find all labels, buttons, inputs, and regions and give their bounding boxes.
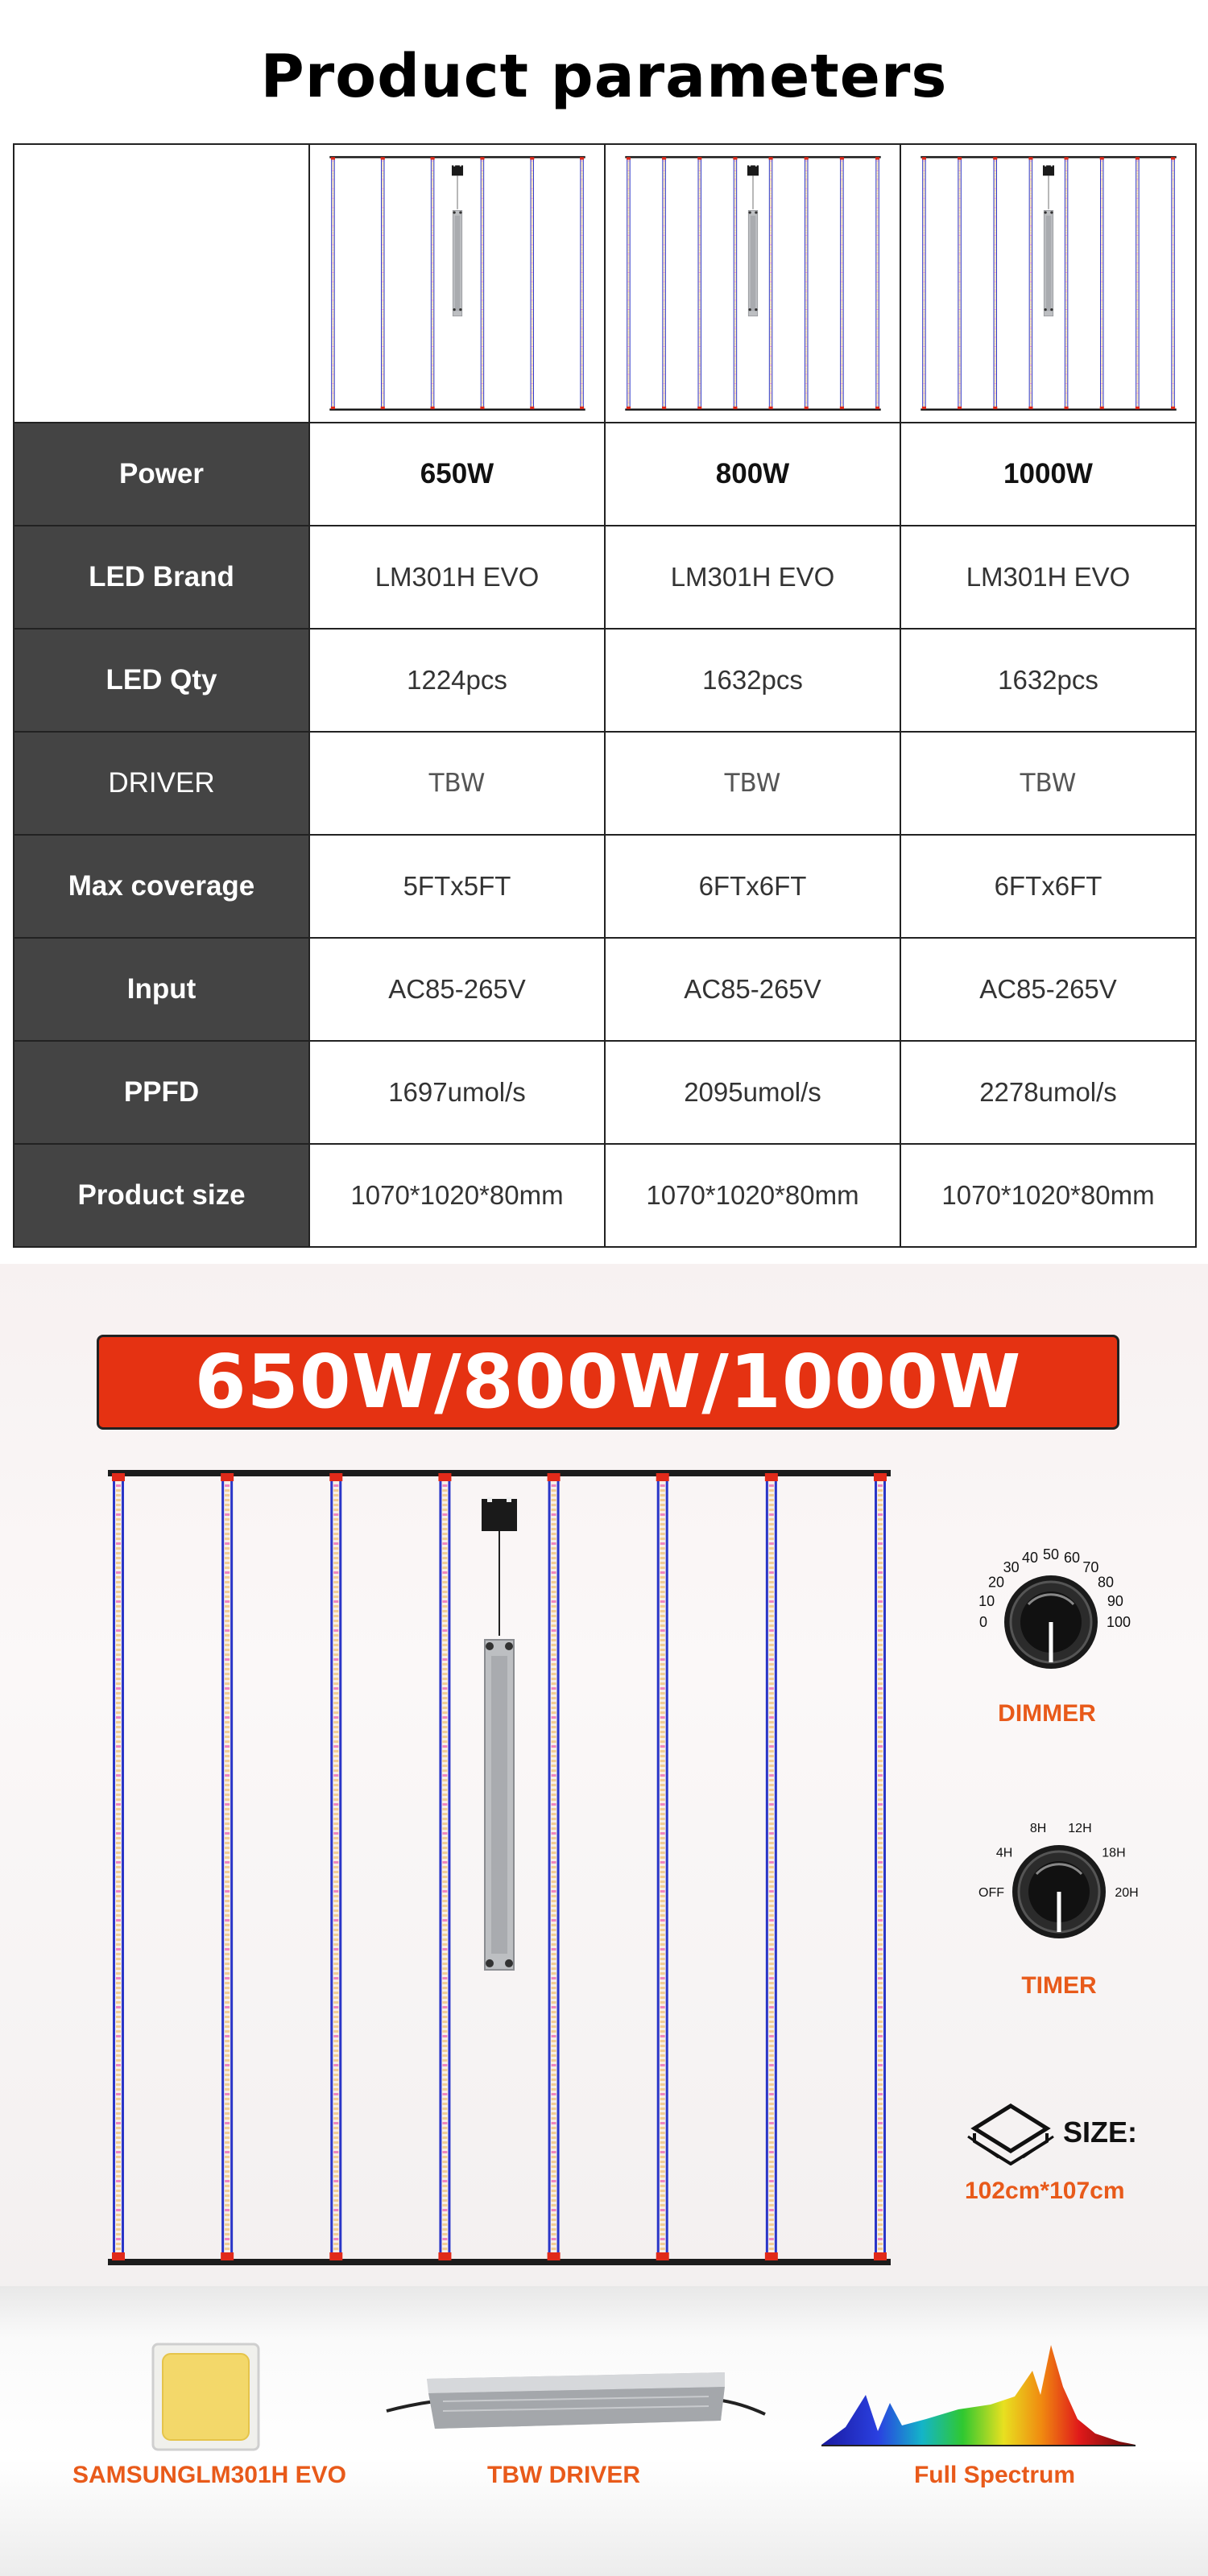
grow-light-image [105,1465,894,2270]
cell-value: 1070*1020*80mm [605,1144,900,1247]
parameters-table [13,143,1197,1248]
table-row [14,526,1196,629]
row-label: Power [14,423,309,526]
cell-value: 6FTx6FT [900,835,1196,938]
lamp-1000w-image [920,155,1177,412]
cell-value: 1070*1020*80mm [309,1144,605,1247]
row-label: Input [14,938,309,1041]
cell-value: 1632pcs [605,629,900,732]
spectrum-chart-icon [821,2339,1136,2451]
timer-label: TIMER [1021,1972,1097,1999]
wattage-banner: 650W/800W/1000W [97,1335,1119,1430]
cell-value: TBW [900,732,1196,835]
size-dimension-icon [966,2101,1055,2165]
cell-value: TBW [309,732,605,835]
timer-knob-icon [962,1803,1156,1964]
row-label: PPFD [14,1041,309,1144]
size-value: 102cm*107cm [965,2178,1125,2204]
thumb-800w-cell [605,144,900,423]
cell-value: 6FTx6FT [605,835,900,938]
driver-icon [379,2355,773,2443]
cell-value: LM301H EVO [309,526,605,629]
cell-value: LM301H EVO [605,526,900,629]
spectrum-feature-label: Full Spectrum [913,2462,1076,2488]
cell-value: 2278umol/s [900,1041,1196,1144]
cell-value: 1224pcs [309,629,605,732]
table-row [14,1041,1196,1144]
cell-value: AC85-265V [900,938,1196,1041]
cell-value: 5FTx5FT [309,835,605,938]
cell-value: 1000W [900,423,1196,526]
row-label: LED Qty [14,629,309,732]
dimmer-label: DIMMER [998,1700,1096,1727]
table-row [14,629,1196,732]
led-chip-icon [151,2343,260,2451]
empty-corner-cell [14,144,309,423]
row-label: LED Brand [14,526,309,629]
cell-value: 2095umol/s [605,1041,900,1144]
size-label: SIZE: [1063,2116,1138,2149]
image-row [14,144,1196,423]
table-row [14,835,1196,938]
cell-value: 1070*1020*80mm [900,1144,1196,1247]
lamp-650w-image [329,155,586,412]
page-title: Product parameters [260,42,948,111]
table-row [14,938,1196,1041]
table-row [14,423,1196,526]
table-row [14,1144,1196,1247]
cell-value: LM301H EVO [900,526,1196,629]
dimmer-knob-icon [954,1534,1148,1695]
driver-feature-label: TBW DRIVER [487,2462,640,2488]
cell-value: 1697umol/s [309,1041,605,1144]
lamp-800w-image [624,155,882,412]
table-row [14,732,1196,835]
led-feature-label: SAMSUNGLM301H EVO [72,2462,347,2488]
cell-value: 650W [309,423,605,526]
cell-value: AC85-265V [605,938,900,1041]
thumb-650w-cell [309,144,605,423]
cell-value: 1632pcs [900,629,1196,732]
row-label: Max coverage [14,835,309,938]
row-label: Product size [14,1144,309,1247]
cell-value: TBW [605,732,900,835]
row-label: DRIVER [14,732,309,835]
thumb-1000w-cell [900,144,1196,423]
cell-value: 800W [605,423,900,526]
cell-value: AC85-265V [309,938,605,1041]
